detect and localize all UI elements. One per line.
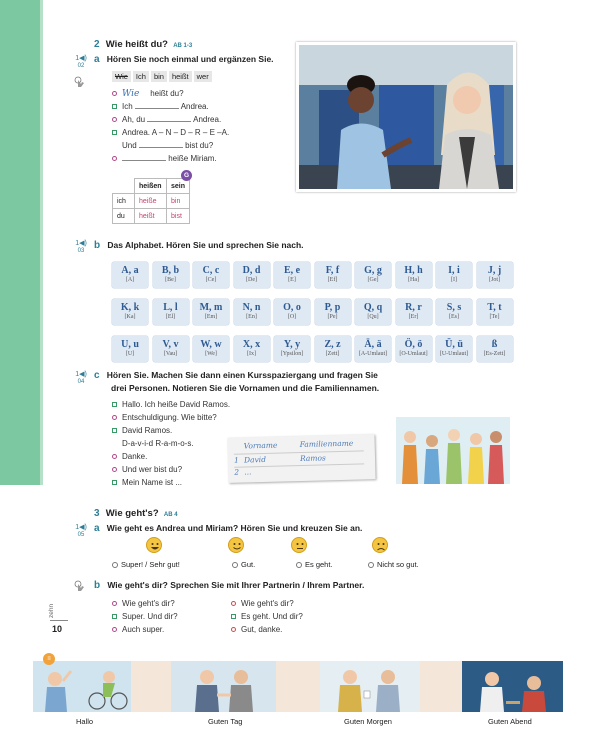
dialogue-text: Wie geht's dir? bbox=[241, 599, 294, 608]
alphabet-card[interactable] bbox=[477, 336, 513, 362]
alphabet-pronunciation: [Ha] bbox=[408, 277, 419, 283]
task-2c bbox=[94, 370, 378, 381]
word-chip: wer bbox=[194, 71, 212, 82]
dialogue-text: Und bbox=[122, 141, 139, 150]
task-letter: c bbox=[94, 370, 100, 381]
side-color-bar-inner bbox=[40, 0, 43, 485]
speaker-icon: 1◀) bbox=[75, 240, 87, 247]
speaker-a-bullet bbox=[231, 627, 236, 632]
alphabet-card[interactable] bbox=[396, 262, 432, 288]
word-chip: Wie bbox=[112, 71, 131, 82]
speaker-b-bullet bbox=[112, 614, 117, 619]
speaker-b-bullet bbox=[112, 402, 117, 407]
alphabet-letter: P, p bbox=[324, 302, 341, 313]
dialogue-line bbox=[112, 411, 230, 424]
dialogue-line bbox=[112, 139, 229, 152]
alphabet-card[interactable] bbox=[153, 299, 189, 325]
cartoon-illustration bbox=[396, 417, 510, 484]
alphabet-letter: Ä, ä bbox=[364, 339, 382, 350]
alphabet-pronunciation: [A] bbox=[125, 277, 135, 283]
alphabet-letter: U, u bbox=[121, 339, 139, 350]
alphabet-pronunciation: [Ypsilon] bbox=[280, 351, 304, 357]
alphabet-card[interactable] bbox=[112, 262, 148, 288]
alphabet-pronunciation: [We] bbox=[205, 351, 217, 357]
table-cell: du bbox=[113, 209, 135, 224]
alphabet-card[interactable] bbox=[193, 262, 229, 288]
dialogue-text: Entschuldigung. Wie bitte? bbox=[122, 413, 217, 422]
scene-hallo bbox=[33, 661, 131, 712]
grammar-table bbox=[112, 178, 190, 224]
task-instruction: Hören Sie. Machen Sie dann einen Kursspaziergang und fragen Sie bbox=[106, 370, 378, 380]
grammar-badge: G bbox=[181, 170, 192, 181]
alphabet-pronunciation: [Em] bbox=[204, 314, 218, 320]
alphabet-card[interactable] bbox=[355, 262, 391, 288]
track-number: 04 bbox=[77, 379, 85, 385]
alphabet-letter: W, w bbox=[200, 339, 222, 350]
dialogue-line bbox=[231, 610, 303, 623]
hand-pointer-icon bbox=[73, 75, 87, 91]
note-row-num: 1 bbox=[233, 455, 239, 465]
task-letter: b bbox=[94, 240, 101, 251]
caption-hallo: Hallo bbox=[76, 717, 94, 726]
table-header: heißen bbox=[135, 179, 167, 194]
dialogue-line bbox=[112, 623, 178, 636]
alphabet-letter: T, t bbox=[487, 302, 502, 313]
alphabet-letter: C, c bbox=[202, 265, 220, 276]
dialogue-text: heißt du? bbox=[148, 89, 184, 98]
name-note-card bbox=[227, 434, 375, 483]
fill-in-dialogue bbox=[112, 87, 229, 165]
alphabet-pronunciation: [Jot] bbox=[489, 277, 500, 283]
alphabet-pronunciation: [Es] bbox=[449, 314, 459, 320]
dialogue-line bbox=[112, 463, 230, 476]
table-header: sein bbox=[167, 179, 190, 194]
section-number: 2 bbox=[94, 39, 100, 50]
dialogue-line bbox=[112, 113, 229, 126]
answer-blank[interactable] bbox=[139, 140, 183, 148]
task-letter: a bbox=[94, 54, 100, 65]
option-label: Es geht. bbox=[305, 560, 333, 569]
dialogue-text: Andrea. bbox=[191, 115, 222, 124]
scene-guten-tag bbox=[171, 661, 276, 712]
table-cell: heiße bbox=[135, 194, 167, 209]
option-label: Super! / Sehr gut! bbox=[121, 560, 180, 569]
task-instruction: Wie geht es Andrea und Miriam? Hören Sie und kreuzen Sie an. bbox=[106, 523, 363, 533]
filled-answer: Wie bbox=[122, 89, 140, 99]
table-cell: ich bbox=[113, 194, 135, 209]
alphabet-grid bbox=[112, 262, 512, 362]
alphabet-pronunciation: [El] bbox=[165, 314, 176, 320]
alphabet-letter: K, k bbox=[120, 302, 140, 313]
alphabet-card[interactable] bbox=[355, 336, 391, 362]
dialogue-3b-left bbox=[112, 597, 178, 636]
alphabet-letter: V, v bbox=[162, 339, 179, 350]
speaker-icon: 1◀) bbox=[75, 55, 87, 62]
mood-options bbox=[112, 560, 448, 569]
alphabet-pronunciation: [O-Umlaut] bbox=[399, 351, 428, 357]
hand-pointer-icon bbox=[73, 579, 87, 595]
table-cell: heißt bbox=[135, 209, 167, 224]
alphabet-pronunciation: [E] bbox=[288, 277, 296, 283]
alphabet-card[interactable] bbox=[112, 336, 148, 362]
task-2a bbox=[94, 54, 274, 65]
alphabet-pronunciation: [O] bbox=[287, 314, 297, 320]
speaker-a-bullet bbox=[231, 601, 236, 606]
task-3b bbox=[94, 580, 364, 591]
section-3-header bbox=[94, 508, 178, 519]
word-chip: Ich bbox=[133, 71, 149, 82]
alphabet-letter: H, h bbox=[404, 265, 423, 276]
note-first-name: David bbox=[243, 454, 267, 465]
answer-blank[interactable] bbox=[135, 101, 179, 109]
workbook-ref: AB 1-3 bbox=[173, 43, 193, 49]
alphabet-letter: B, b bbox=[161, 265, 180, 276]
alphabet-letter: F, f bbox=[325, 265, 340, 276]
workbook-ref: AB 4 bbox=[163, 512, 178, 518]
task-instruction: Wie geht's dir? Sprechen Sie mit Ihrer Partnerin / Ihrem Partner. bbox=[107, 580, 365, 590]
dialogue-line bbox=[112, 597, 178, 610]
alphabet-card[interactable] bbox=[315, 262, 351, 288]
alphabet-card[interactable] bbox=[274, 262, 310, 288]
speaker-a-bullet bbox=[112, 467, 117, 472]
alphabet-letter: A, a bbox=[121, 265, 139, 276]
radio-button[interactable] bbox=[368, 562, 374, 568]
dialogue-text: bist du? bbox=[182, 141, 214, 150]
alphabet-pronunciation: [Pe] bbox=[327, 314, 338, 320]
word-chip: heißt bbox=[169, 71, 192, 82]
alphabet-card[interactable] bbox=[396, 299, 432, 325]
alphabet-card[interactable] bbox=[193, 299, 229, 325]
alphabet-card[interactable] bbox=[436, 299, 472, 325]
note-first-name: ... bbox=[244, 467, 252, 477]
alphabet-pronunciation: [Zett] bbox=[325, 351, 340, 357]
cartoon-people-group bbox=[396, 417, 510, 484]
radio-button[interactable] bbox=[232, 562, 238, 568]
speaker-a-bullet bbox=[112, 627, 117, 632]
dialogue-text: D-a-v-i-d R-a-m-o-s. bbox=[122, 439, 194, 448]
dialogue-text: Danke. bbox=[122, 452, 148, 461]
track-number: 03 bbox=[77, 248, 85, 254]
alphabet-letter: L, l bbox=[163, 302, 178, 313]
section-number: 3 bbox=[94, 508, 100, 519]
task-instruction: drei Personen. Notieren Sie die Vornamen und die Familiennamen. bbox=[111, 383, 380, 393]
note-rule bbox=[234, 450, 364, 454]
speaker-b-bullet bbox=[112, 428, 117, 433]
info-badge-icon: ≡ bbox=[43, 653, 55, 665]
audio-track-2a[interactable] bbox=[72, 55, 90, 70]
alphabet-letter: G, g bbox=[364, 265, 382, 276]
dialogue-line bbox=[112, 450, 230, 463]
scene-guten-morgen-illustration bbox=[320, 661, 420, 712]
alphabet-pronunciation: [I] bbox=[451, 277, 457, 283]
track-number: 02 bbox=[77, 63, 85, 69]
dialogue-line bbox=[112, 476, 230, 489]
alphabet-card[interactable] bbox=[477, 262, 513, 288]
photo-two-women-train bbox=[296, 42, 516, 192]
task-3a bbox=[94, 523, 362, 534]
caption-guten-morgen: Guten Morgen bbox=[344, 717, 392, 726]
alphabet-pronunciation: [Te] bbox=[489, 314, 500, 320]
answer-blank[interactable] bbox=[122, 153, 166, 161]
dialogue-text: Auch super. bbox=[122, 625, 165, 634]
alphabet-pronunciation: [Er] bbox=[408, 314, 419, 320]
alphabet-card[interactable] bbox=[193, 336, 229, 362]
audio-track-3a[interactable] bbox=[72, 524, 90, 539]
dialogue-line bbox=[112, 100, 229, 113]
radio-button[interactable] bbox=[296, 562, 302, 568]
page-number-rule bbox=[50, 620, 68, 621]
page-number: 10 bbox=[52, 624, 63, 634]
dialogue-3b-right bbox=[231, 597, 303, 636]
alphabet-pronunciation: [U] bbox=[125, 351, 135, 357]
scene-guten-tag-illustration bbox=[171, 661, 276, 712]
alphabet-letter: I, i bbox=[448, 265, 460, 276]
caption-guten-abend: Guten Abend bbox=[488, 717, 532, 726]
note-col-first: Vorname bbox=[243, 440, 278, 451]
option-label: Gut. bbox=[241, 560, 256, 569]
dialogue-line bbox=[112, 126, 229, 139]
alphabet-pronunciation: [Vau] bbox=[163, 351, 178, 357]
table-corner bbox=[113, 179, 135, 194]
dialogue-2c bbox=[112, 398, 230, 489]
dialogue-text: Wie geht's dir? bbox=[122, 599, 175, 608]
speaker-a-bullet bbox=[112, 415, 117, 420]
dialogue-line bbox=[112, 152, 229, 165]
alphabet-card[interactable] bbox=[274, 299, 310, 325]
alphabet-pronunciation: [Ix] bbox=[247, 351, 256, 357]
word-bank bbox=[112, 71, 214, 82]
task-instruction: Hören Sie noch einmal und ergänzen Sie. bbox=[106, 54, 274, 64]
alphabet-card[interactable] bbox=[315, 299, 351, 325]
alphabet-pronunciation: [De] bbox=[246, 277, 257, 283]
task-2b bbox=[94, 240, 304, 251]
alphabet-letter: Z, z bbox=[324, 339, 341, 350]
alphabet-pronunciation: [Qu] bbox=[367, 314, 379, 320]
dialogue-line bbox=[231, 597, 303, 610]
note-col-last: Familienname bbox=[299, 438, 354, 450]
dialogue-text: Hallo. Ich heiße David Ramos. bbox=[122, 400, 231, 409]
alphabet-pronunciation: [U-Umlaut] bbox=[439, 351, 469, 357]
photo-illustration bbox=[299, 45, 513, 189]
alphabet-letter: ß bbox=[491, 339, 498, 350]
note-last-name: Ramos bbox=[299, 453, 326, 464]
task-instruction: Das Alphabet. Hören Sie und sprechen Sie nach. bbox=[107, 240, 304, 250]
dialogue-text: Gut, danke. bbox=[241, 625, 283, 634]
page-word: zehn bbox=[48, 603, 55, 618]
speaker-b-bullet bbox=[112, 130, 117, 135]
smiley-sad-icon bbox=[372, 537, 388, 553]
scene-guten-abend bbox=[462, 661, 563, 712]
alphabet-card[interactable] bbox=[153, 336, 189, 362]
smiley-very-happy-icon bbox=[146, 537, 162, 553]
speaker-icon: 1◀) bbox=[75, 524, 87, 531]
section-2-header bbox=[94, 39, 192, 50]
table-cell: bin bbox=[167, 194, 190, 209]
mood-option[interactable] bbox=[368, 560, 448, 569]
dialogue-line bbox=[112, 610, 178, 623]
alphabet-card[interactable] bbox=[436, 262, 472, 288]
alphabet-letter: Ü, ü bbox=[445, 339, 463, 350]
alphabet-card[interactable] bbox=[234, 299, 270, 325]
mood-option[interactable] bbox=[296, 560, 368, 569]
alphabet-letter: Ö, ö bbox=[404, 339, 423, 350]
scene-hallo-illustration bbox=[33, 661, 131, 712]
audio-track-2b[interactable] bbox=[72, 240, 90, 255]
side-color-bar bbox=[0, 0, 40, 485]
alphabet-card[interactable] bbox=[153, 262, 189, 288]
alphabet-letter: X, x bbox=[242, 339, 261, 350]
dialogue-text: Super. Und dir? bbox=[122, 612, 178, 621]
audio-track-2c[interactable] bbox=[72, 371, 90, 386]
alphabet-letter: Q, q bbox=[363, 302, 383, 313]
scene-guten-morgen bbox=[320, 661, 420, 712]
dialogue-text: David Ramos. bbox=[122, 426, 173, 435]
dialogue-text: Andrea. A – N – D – R – E –A. bbox=[122, 128, 230, 137]
dialogue-line bbox=[112, 424, 230, 437]
mood-option[interactable] bbox=[112, 560, 232, 569]
alphabet-card[interactable] bbox=[234, 262, 270, 288]
alphabet-letter: J, j bbox=[487, 265, 502, 276]
alphabet-card[interactable] bbox=[477, 299, 513, 325]
dialogue-text: Andrea. bbox=[178, 102, 209, 111]
alphabet-card[interactable] bbox=[355, 299, 391, 325]
dialogue-text: Mein Name ist ... bbox=[122, 478, 183, 487]
speaker-icon: 1◀) bbox=[75, 371, 87, 378]
alphabet-letter: D, d bbox=[242, 265, 261, 276]
dialogue-text: Ah, du bbox=[122, 115, 148, 124]
section-title: Wie geht's? bbox=[105, 508, 159, 519]
task-2c-line2 bbox=[111, 383, 379, 393]
alphabet-card[interactable] bbox=[436, 336, 472, 362]
table-cell: bist bbox=[167, 209, 190, 224]
speaker-a-bullet bbox=[112, 601, 117, 606]
word-chip: bin bbox=[151, 71, 167, 82]
speaker-a-bullet bbox=[112, 156, 117, 161]
alphabet-pronunciation: [Ka] bbox=[124, 314, 136, 320]
mood-option[interactable] bbox=[232, 560, 296, 569]
speaker-a-bullet bbox=[112, 454, 117, 459]
caption-guten-tag: Guten Tag bbox=[208, 717, 243, 726]
speaker-a-bullet bbox=[112, 117, 117, 122]
note-row-num: 2 bbox=[234, 467, 240, 477]
speaker-a-bullet bbox=[112, 91, 117, 96]
task-letter: b bbox=[94, 580, 101, 591]
smiley-neutral-icon bbox=[291, 537, 307, 553]
dialogue-line bbox=[112, 437, 230, 450]
alphabet-letter: N, n bbox=[242, 302, 261, 313]
alphabet-letter: O, o bbox=[283, 302, 301, 313]
alphabet-pronunciation: [Es-Zett] bbox=[483, 351, 506, 357]
option-label: Nicht so gut. bbox=[377, 560, 419, 569]
task-letter: a bbox=[94, 523, 100, 534]
speaker-b-bullet bbox=[112, 480, 117, 485]
dialogue-line bbox=[112, 398, 230, 411]
alphabet-pronunciation: [Ge] bbox=[367, 277, 379, 283]
alphabet-letter: E, e bbox=[283, 265, 301, 276]
alphabet-card[interactable] bbox=[274, 336, 310, 362]
alphabet-pronunciation: [En] bbox=[246, 314, 257, 320]
speaker-b-bullet bbox=[231, 614, 236, 619]
section-title: Wie heißt du? bbox=[105, 39, 168, 50]
alphabet-letter: M, m bbox=[199, 302, 223, 313]
alphabet-card[interactable] bbox=[234, 336, 270, 362]
dialogue-text: Ich bbox=[122, 102, 135, 111]
alphabet-card[interactable] bbox=[396, 336, 432, 362]
speaker-b-bullet bbox=[112, 104, 117, 109]
dialogue-text: Es geht. Und dir? bbox=[241, 612, 303, 621]
alphabet-letter: S, s bbox=[446, 302, 462, 313]
alphabet-pronunciation: [A-Umlaut] bbox=[358, 351, 388, 357]
radio-button[interactable] bbox=[112, 562, 118, 568]
alphabet-letter: Y, y bbox=[283, 339, 301, 350]
alphabet-pronunciation: [Be] bbox=[165, 277, 176, 283]
alphabet-card[interactable] bbox=[315, 336, 351, 362]
dialogue-line bbox=[112, 87, 229, 100]
alphabet-card[interactable] bbox=[112, 299, 148, 325]
dialogue-text: Und wer bist du? bbox=[122, 465, 183, 474]
grammar-table-box bbox=[112, 172, 190, 224]
dialogue-line bbox=[231, 623, 303, 636]
answer-blank[interactable] bbox=[147, 114, 191, 122]
alphabet-letter: R, r bbox=[405, 302, 422, 313]
alphabet-pronunciation: [Ce] bbox=[205, 277, 217, 283]
dialogue-text: heiße Miriam. bbox=[166, 154, 217, 163]
smiley-happy-icon bbox=[228, 537, 244, 553]
alphabet-pronunciation: [Ef] bbox=[327, 277, 338, 283]
track-number: 05 bbox=[77, 532, 85, 538]
scene-guten-abend-illustration bbox=[462, 661, 563, 712]
